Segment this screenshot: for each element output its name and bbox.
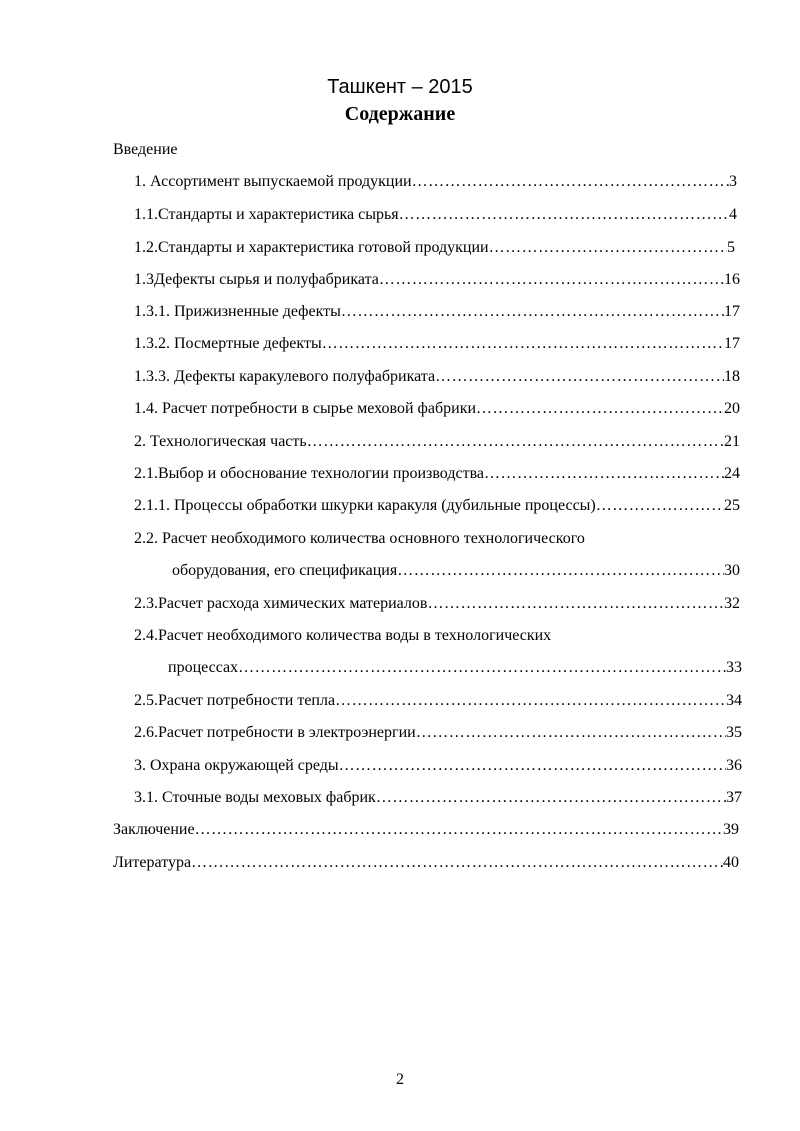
toc-entry-label: 1.1.Стандарты и характеристика сырья: [134, 206, 399, 223]
toc-entry: [113, 820, 739, 840]
toc-entry-page: 35: [726, 724, 742, 741]
toc-entry-label: оборудования, его спецификация: [172, 562, 398, 579]
toc-entry-label-line1: 2.2. Расчет необходимого количества основного технологического: [134, 530, 585, 547]
toc-entry: [113, 853, 739, 873]
toc-entry: [134, 432, 740, 452]
toc-entry: [134, 172, 737, 192]
toc-entry-page: 21: [724, 433, 740, 450]
toc-entry: [134, 756, 742, 776]
toc-entry: [134, 594, 740, 614]
toc-entry-page: 17: [724, 335, 740, 352]
toc-entry-label: 2.1.Выбор и обоснование технологии производства: [134, 465, 485, 482]
toc-entry-page: 3: [729, 173, 737, 190]
toc-entry: [134, 464, 740, 484]
toc-entry-label: 2.3.Расчет расхода химических материалов: [134, 595, 428, 612]
toc-entry-page: 24: [724, 465, 740, 482]
toc-entry: [134, 788, 742, 808]
toc-entry-label: 1.4. Расчет потребности в сырье меховой фабрики: [134, 400, 477, 417]
toc-entry-page: 36: [726, 757, 742, 774]
toc-intro: Введение: [113, 141, 178, 158]
page-number: 2: [396, 1071, 404, 1088]
toc-entry-page: 4: [729, 206, 737, 223]
toc-entry-label: 1.2.Стандарты и характеристика готовой продукции: [134, 239, 489, 256]
toc-entry: [134, 270, 740, 290]
toc-entry-label: 2.1.1. Процессы обработки шкурки каракуля (дубильные процессы): [134, 497, 596, 514]
toc-entry-page: 18: [724, 368, 740, 385]
toc-entry-label: Литература: [113, 854, 192, 871]
toc-entry: [134, 723, 742, 743]
toc-entry: [134, 399, 740, 419]
toc-entry-page: 37: [726, 789, 742, 806]
page-title: Содержание: [344, 103, 456, 125]
toc-entry-label: 1. Ассортимент выпускаемой продукции: [134, 173, 412, 190]
toc-entry-label: 3. Охрана окружающей среды: [134, 757, 339, 774]
toc-entry: [134, 691, 742, 711]
toc-entry-page: 40: [723, 854, 739, 871]
toc-entry-page: 34: [726, 692, 742, 709]
toc-entry-page: 20: [724, 400, 740, 417]
toc-entry: [168, 658, 742, 678]
toc-entry-label-line1: 2.4.Расчет необходимого количества воды в технологических: [134, 627, 552, 644]
toc-entry-page: 17: [724, 303, 740, 320]
toc-entry-label: 1.3.1. Прижизненные дефекты: [134, 303, 341, 320]
toc-entry-page: 33: [726, 659, 742, 676]
toc-entry-label: 1.3Дефекты сырья и полуфабриката: [134, 271, 379, 288]
toc-entry: [134, 496, 740, 516]
toc-entry-label: процессах: [168, 659, 239, 676]
toc-entry-label: 2.5.Расчет потребности тепла: [134, 692, 336, 709]
city-year: Ташкент – 2015: [327, 76, 473, 98]
toc-entry-label: 2.6.Расчет потребности в электроэнергии: [134, 724, 416, 741]
toc-entry-page: 30: [724, 562, 740, 579]
toc-entry-page: 39: [723, 821, 739, 838]
toc-entry-label: 1.3.3. Дефекты каракулевого полуфабриката: [134, 368, 436, 385]
toc-entry-page: 5: [727, 239, 735, 256]
toc-entry: [172, 561, 740, 581]
toc-entry-label: 1.3.2. Посмертные дефекты: [134, 335, 322, 352]
toc-entry-page: 25: [724, 497, 740, 514]
toc-entry: [134, 334, 740, 354]
toc-entry: [134, 302, 740, 322]
toc-entry: [134, 205, 737, 225]
toc-entry-page: 32: [724, 595, 740, 612]
toc-entry-label: 3.1. Сточные воды меховых фабрик: [134, 789, 376, 806]
toc-entry-label: 2. Технологическая часть: [134, 433, 307, 450]
toc-entry-page: 16: [724, 271, 740, 288]
toc-entry: [134, 238, 735, 258]
toc-entry: [134, 367, 740, 387]
toc-entry-label: Заключение: [113, 821, 195, 838]
